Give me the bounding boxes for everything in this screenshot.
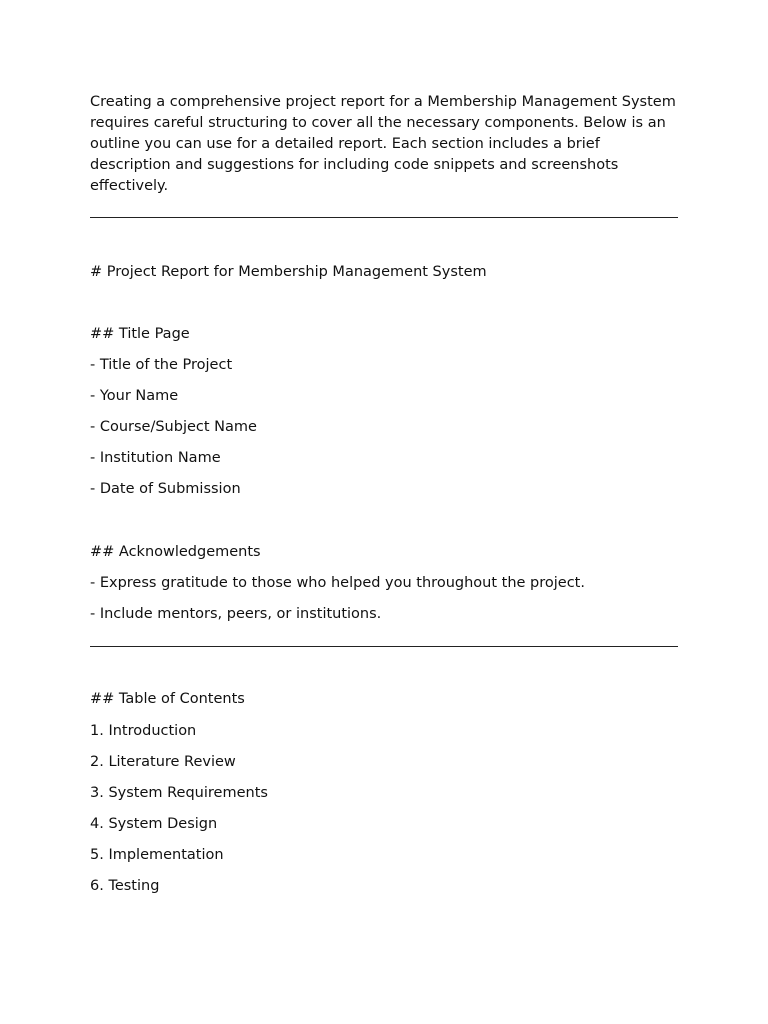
list-item: 4. System Design xyxy=(90,816,218,832)
list-item: - Course/Subject Name xyxy=(90,419,257,435)
intro-paragraph: Creating a comprehensive project report for a Membership Management System requires careful structuring to cover all the necessary components. Below is an outline you can use for a detailed report. Each section includes a brief description and suggestions for including code snippets and screenshots effectively. xyxy=(90,94,676,194)
list-item: - Title of the Project xyxy=(90,357,233,373)
acknowledgements-heading: ## Acknowledgements xyxy=(90,544,261,560)
list-item: 1. Introduction xyxy=(90,723,197,739)
main-heading: # Project Report for Membership Management System xyxy=(90,264,487,280)
list-item: - Date of Submission xyxy=(90,481,241,497)
list-item: - Your Name xyxy=(90,388,179,404)
table-of-contents-heading: ## Table of Contents xyxy=(90,691,245,707)
list-item: - Include mentors, peers, or institutions. xyxy=(90,606,382,622)
horizontal-rule xyxy=(90,217,678,218)
list-item: - Express gratitude to those who helped you throughout the project. xyxy=(90,575,585,591)
title-page-heading: ## Title Page xyxy=(90,326,190,342)
document-page xyxy=(90,92,678,897)
list-item: - Institution Name xyxy=(90,450,221,466)
list-item: 6. Testing xyxy=(90,878,160,894)
list-item: 5. Implementation xyxy=(90,847,224,863)
list-item: 2. Literature Review xyxy=(90,754,236,770)
list-item: 3. System Requirements xyxy=(90,785,268,801)
horizontal-rule xyxy=(90,646,678,647)
